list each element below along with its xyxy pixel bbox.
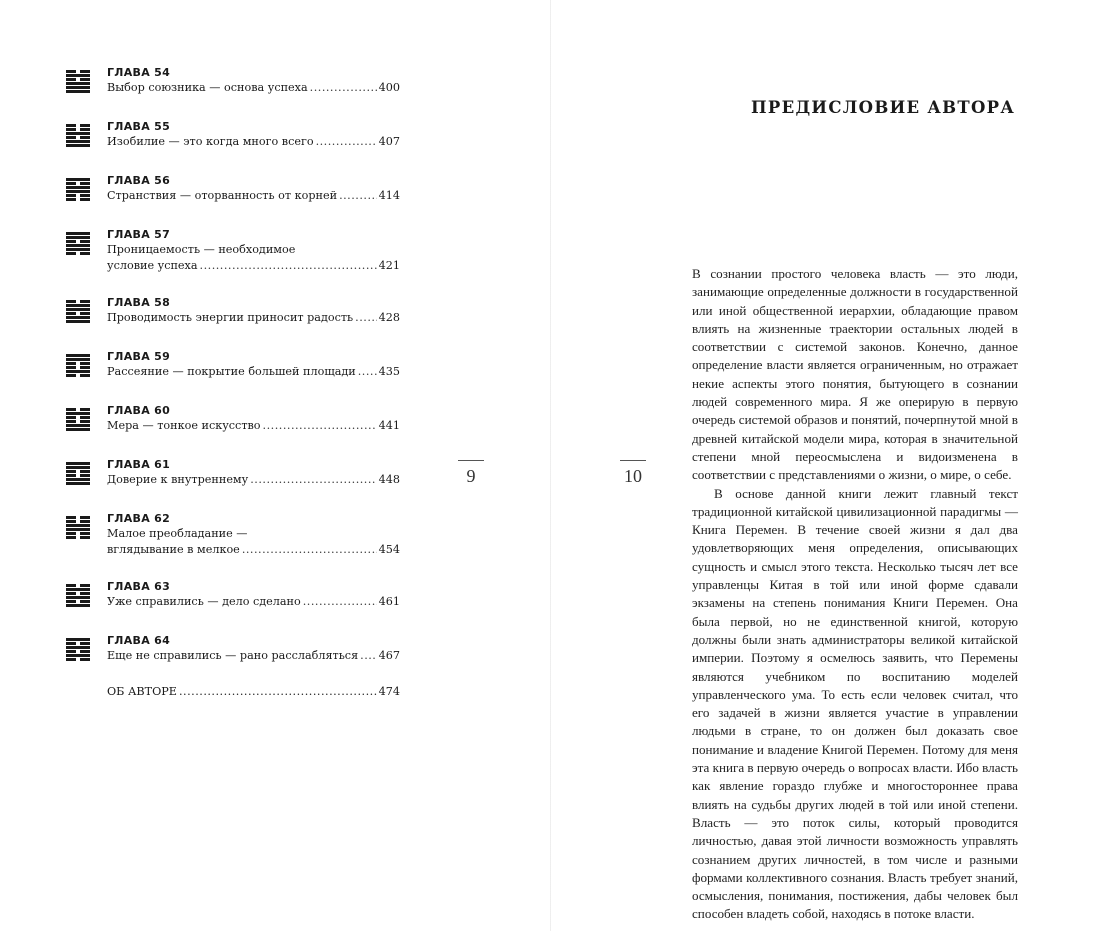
chapter-title-line <box>107 242 400 258</box>
leader-dots <box>250 472 376 488</box>
chapter-title: Малое преобладание — <box>107 527 248 540</box>
leader-dots <box>339 188 377 204</box>
chapter-title-line <box>107 542 400 558</box>
chapter-title: Мера — тонкое искусство <box>107 419 261 432</box>
chapter-title-line <box>107 134 400 150</box>
chapter-label: ГЛАВА 61 <box>107 458 171 471</box>
chapter-title: Рассеяние — покрытие большей площади <box>107 365 356 378</box>
chapter-title-line <box>107 418 400 434</box>
left-page-number: 9 <box>466 466 476 486</box>
toc-page-number: 407 <box>378 135 400 148</box>
chapter-title: Доверие к внутреннему <box>107 473 249 486</box>
leader-dots <box>316 134 377 150</box>
leader-dots <box>360 648 377 664</box>
right-folio-rule <box>620 460 646 461</box>
leader-dots <box>263 418 377 434</box>
hexagram-icon <box>66 584 90 608</box>
preface-paragraph: В сознании простого человека власть — это люди, занимающие определенные должности в государственной или иной общественной иерархии, обладающие правом влиять на жизненные траектории остальных людей в соответствии с системой законов. Конечно, данное определение власти является ограниченным, но отражает некие аспекты этого понятия, бытующего в сознании людей современного мира. Я же оперирую в первую очередь системой образов и понятий, почерпнутой мной в древней китайской модели мира, которая в значительной степени мной переосмыслена и видоизменена в соответствии с представлениями о жизни, о мире, о себе. <box>692 266 1018 483</box>
chapter-title: Еще не справились — рано расслабляться <box>107 649 359 662</box>
hexagram-icon <box>66 232 90 256</box>
leader-dots <box>242 542 377 558</box>
hexagram-icon <box>66 638 90 662</box>
preface-body <box>692 265 1018 924</box>
toc-page-number: 454 <box>378 543 400 556</box>
chapter-title: Выбор союзника — основа успеха <box>107 81 308 94</box>
chapter-label: ГЛАВА 57 <box>107 228 171 241</box>
hexagram-icon <box>66 70 90 94</box>
right-page-number: 10 <box>624 466 642 486</box>
hexagram-icon <box>66 408 90 432</box>
chapter-title-line <box>107 258 400 274</box>
chapter-title-line <box>107 188 400 204</box>
chapter-title: Уже справились — дело сделано <box>107 595 301 608</box>
chapter-title: Странствия — оторванность от корней <box>107 189 338 202</box>
chapter-label: ГЛАВА 62 <box>107 512 171 525</box>
toc-page-number: 441 <box>378 419 400 432</box>
hexagram-icon <box>66 354 90 378</box>
chapter-title-line <box>107 526 400 542</box>
chapter-title: Проницаемость — необходимое <box>107 243 296 256</box>
toc-page-number: 428 <box>378 311 400 324</box>
left-folio-rule <box>458 460 484 461</box>
preface-paragraph: В основе данной книги лежит главный текст традиционной китайской цивилизационной парадигмы — Книга Перемен. В течение своей жизни я дал два удовлетворяющих меня определения, описывающих сущность и смысл этого текста. Несколько тысяч лет все управленцы Китая в той или иной форме сдавали экзамены на степень понимания Книги Перемен. Она была первой, но не единственной книгой, которую должны были знать администраторы великой китайской империи. Поэтому я осмелюсь заявить, что Перемены являются учебником по воспитанию моделей управленческого ума. То есть если человек считал, что его задачей в жизни является участие в управлении людьми в стране, то он должен был доказать свое понимание и владение Книгой Перемен. Потому для меня эта книга в первую очередь о вопросах власти. Ибо власть как явление гораздо глубже и многостороннее права влиять на судьбы других людей в той или иной степени. Власть — это поток силы, который проводится личностью, давая этой личности возможность управлять сознанием других личностей, в том числе и разными формами коллективного сознания. Власть требует знаний, осмысления, понимания, постижения, дабы человек был способен владеть собой, находясь в потоке власти. <box>692 485 1019 922</box>
chapter-title-line <box>107 594 400 610</box>
chapter-title-line <box>107 472 400 488</box>
chapter-label: ГЛАВА 59 <box>107 350 171 363</box>
leader-dots <box>200 258 377 274</box>
toc-author-label: ОБ АВТОРЕ <box>107 685 177 698</box>
toc-page-number: 414 <box>378 189 400 202</box>
chapter-title-line <box>107 364 400 380</box>
hexagram-icon <box>66 300 90 324</box>
chapter-title: Проводимость энергии приносит радость <box>107 311 354 324</box>
toc-page-number: 448 <box>378 473 400 486</box>
leader-dots <box>303 594 377 610</box>
chapter-label: ГЛАВА 54 <box>107 66 171 79</box>
chapter-label: ГЛАВА 64 <box>107 634 171 647</box>
chapter-label: ГЛАВА 58 <box>107 296 171 309</box>
preface-title: ПРЕДИСЛОВИЕ АВТОРА <box>751 98 1016 117</box>
chapter-title-line <box>107 648 400 664</box>
chapter-title: Изобилие — это когда много всего <box>107 135 314 148</box>
hexagram-icon <box>66 516 90 540</box>
leader-dots <box>310 80 377 96</box>
toc-page-number: 467 <box>378 649 400 662</box>
toc-page-number: 421 <box>378 259 400 272</box>
toc-page-number: 461 <box>378 595 400 608</box>
chapter-title-line <box>107 80 400 96</box>
toc-page-number: 435 <box>378 365 400 378</box>
toc-page-number: 474 <box>378 685 400 698</box>
chapter-label: ГЛАВА 56 <box>107 174 171 187</box>
leader-dots <box>179 684 377 700</box>
chapter-label: ГЛАВА 60 <box>107 404 171 417</box>
toc-entry-author[interactable] <box>107 684 400 700</box>
hexagram-icon <box>66 178 90 202</box>
chapter-label: ГЛАВА 63 <box>107 580 171 593</box>
chapter-title: условие успеха <box>107 259 198 272</box>
hexagram-icon <box>66 462 90 486</box>
chapter-title: вглядывание в мелкое <box>107 543 240 556</box>
chapter-title-line <box>107 310 400 326</box>
leader-dots <box>358 364 377 380</box>
toc-page-number: 400 <box>378 81 400 94</box>
leader-dots <box>355 310 376 326</box>
hexagram-icon <box>66 124 90 148</box>
chapter-label: ГЛАВА 55 <box>107 120 171 133</box>
